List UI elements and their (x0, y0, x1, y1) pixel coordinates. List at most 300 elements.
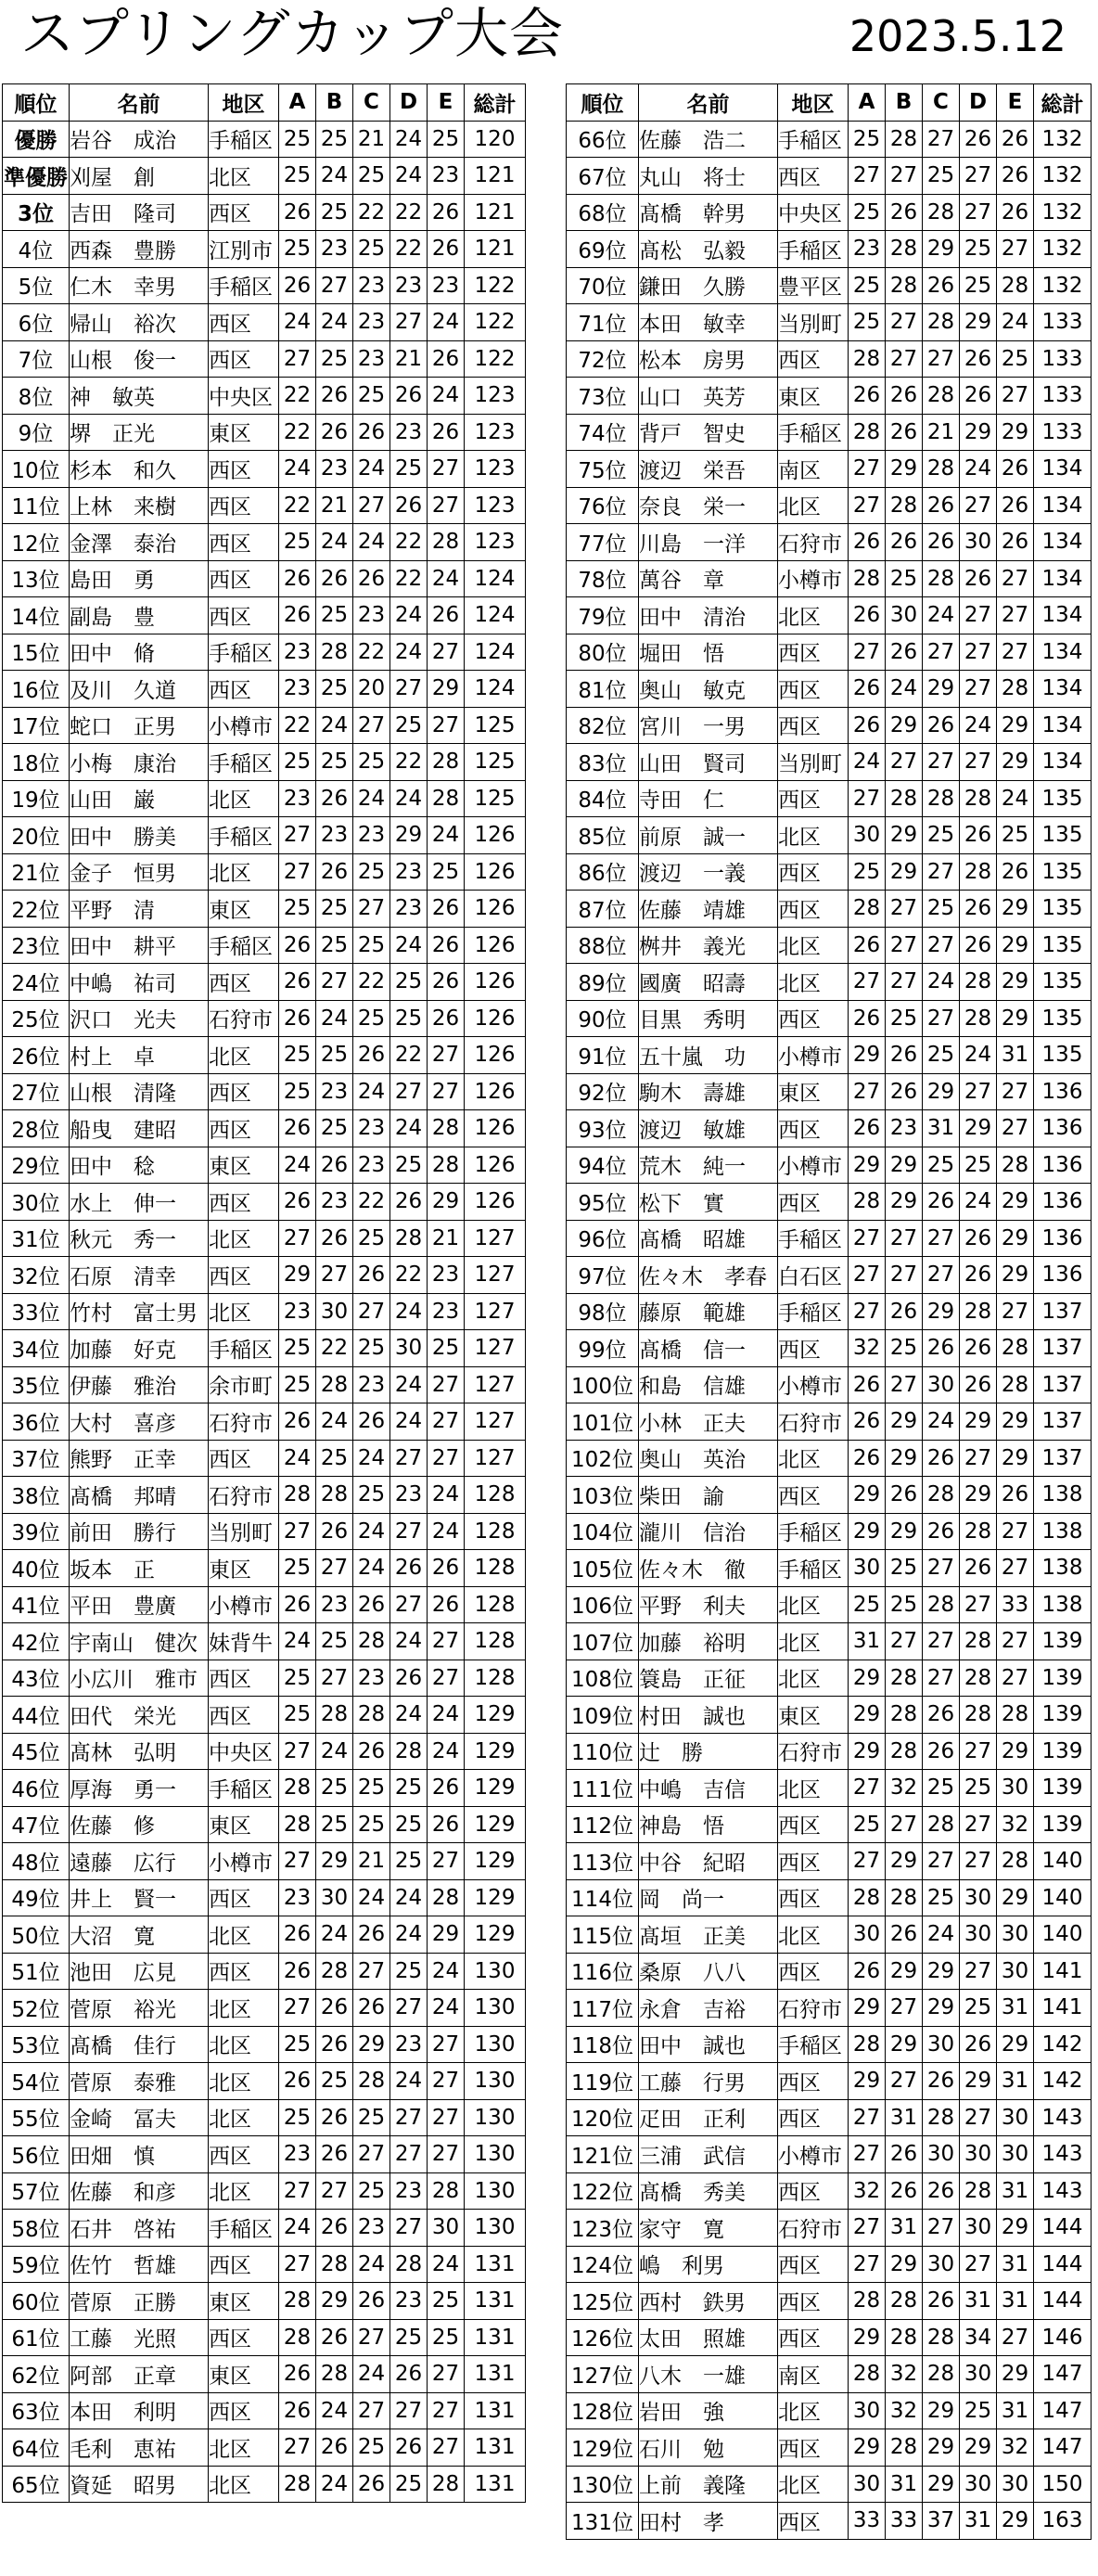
score-c-cell: 28 (923, 194, 960, 231)
table-row (567, 1733, 1092, 1770)
score-c-cell: 22 (353, 634, 390, 671)
score-a-cell: 23 (279, 1879, 316, 1916)
rank-cell: 34位 (3, 1330, 70, 1367)
table-row (3, 1953, 526, 1990)
score-a-cell: 29 (849, 2063, 886, 2100)
score-b-cell: 28 (316, 1953, 353, 1990)
score-d-cell: 24 (390, 927, 428, 964)
name-cell: 萬谷 章 (639, 560, 778, 597)
name-cell: 瀧川 信治 (639, 1513, 778, 1550)
score-d-cell: 23 (390, 853, 428, 891)
score-b-cell: 28 (886, 1879, 923, 1916)
score-a-cell: 26 (849, 1000, 886, 1037)
score-b-cell: 27 (886, 964, 923, 1001)
name-cell: 仁木 幸男 (70, 267, 209, 304)
table-row (3, 1697, 526, 1734)
score-c-cell: 24 (923, 1916, 960, 1954)
score-b-cell: 29 (316, 2283, 353, 2320)
area-cell: 西区 (209, 340, 279, 378)
area-cell: 西区 (778, 2283, 849, 2320)
name-cell: 帰山 裕次 (70, 304, 209, 341)
score-a-cell: 25 (849, 304, 886, 341)
score-c-cell: 29 (923, 1990, 960, 2027)
score-d-cell: 26 (390, 2356, 428, 2393)
table-row (567, 2392, 1092, 2429)
score-d-cell: 26 (960, 1550, 997, 1587)
area-cell: 小樽市 (209, 1843, 279, 1880)
score-a-cell: 26 (849, 524, 886, 561)
score-c-cell: 26 (353, 1916, 390, 1954)
score-b-cell: 23 (316, 1073, 353, 1110)
name-cell: 宇南山 健次 (70, 1623, 209, 1660)
rank-cell: 優勝 (3, 121, 70, 158)
score-b-cell: 28 (886, 267, 923, 304)
score-e-cell: 30 (997, 2136, 1034, 2173)
score-d-cell: 27 (960, 597, 997, 634)
header-area: 地区 (209, 84, 279, 122)
name-cell: 寺田 仁 (639, 780, 778, 817)
score-a-cell: 28 (279, 1806, 316, 1843)
total-cell: 136 (1034, 1257, 1092, 1294)
rank-cell: 82位 (567, 707, 639, 744)
score-c-cell: 23 (353, 1366, 390, 1403)
score-a-cell: 24 (849, 744, 886, 781)
score-b-cell: 23 (316, 1184, 353, 1221)
score-a-cell: 25 (849, 853, 886, 891)
total-cell: 138 (1034, 1550, 1092, 1587)
area-cell: 西区 (778, 1184, 849, 1221)
name-cell: 沢口 光夫 (70, 1000, 209, 1037)
score-e-cell: 27 (997, 1550, 1034, 1587)
score-d-cell: 27 (960, 1440, 997, 1477)
score-d-cell: 24 (960, 451, 997, 488)
score-d-cell: 28 (960, 1660, 997, 1697)
table-row (567, 414, 1092, 451)
area-cell: 西区 (778, 340, 849, 378)
area-cell: 西区 (778, 780, 849, 817)
score-c-cell: 27 (923, 2210, 960, 2247)
score-b-cell: 26 (886, 634, 923, 671)
header-name: 名前 (639, 84, 778, 122)
score-a-cell: 28 (279, 2319, 316, 2356)
total-cell: 126 (465, 1147, 526, 1184)
table-row (567, 853, 1092, 891)
score-e-cell: 27 (997, 560, 1034, 597)
area-cell: 西区 (209, 671, 279, 708)
score-c-cell: 24 (353, 1550, 390, 1587)
name-cell: 前原 誠一 (639, 817, 778, 854)
total-cell: 129 (465, 1770, 526, 1807)
rank-cell: 41位 (3, 1586, 70, 1623)
area-cell: 西区 (778, 1843, 849, 1880)
score-d-cell: 24 (390, 1110, 428, 1147)
total-cell: 139 (1034, 1770, 1092, 1807)
area-cell: 石狩市 (778, 524, 849, 561)
score-c-cell: 24 (353, 1879, 390, 1916)
score-a-cell: 25 (279, 158, 316, 195)
area-cell: 西区 (209, 1440, 279, 1477)
score-b-cell: 25 (886, 560, 923, 597)
score-e-cell: 23 (428, 1293, 465, 1330)
score-e-cell: 31 (997, 2392, 1034, 2429)
score-e-cell: 28 (997, 267, 1034, 304)
total-cell: 131 (465, 2283, 526, 2320)
area-cell: 北区 (209, 1037, 279, 1074)
name-cell: 渡辺 一義 (639, 853, 778, 891)
rank-cell: 54位 (3, 2063, 70, 2100)
total-cell: 163 (1034, 2503, 1092, 2540)
total-cell: 146 (1034, 2319, 1092, 2356)
score-a-cell: 29 (849, 1513, 886, 1550)
name-cell: 渡辺 敏雄 (639, 1110, 778, 1147)
total-cell: 125 (465, 744, 526, 781)
score-b-cell: 26 (886, 524, 923, 561)
table-row (567, 451, 1092, 488)
score-a-cell: 29 (849, 1733, 886, 1770)
score-d-cell: 27 (390, 1073, 428, 1110)
score-e-cell: 26 (428, 414, 465, 451)
area-cell: 小樽市 (778, 2136, 849, 2173)
score-e-cell: 28 (428, 1879, 465, 1916)
total-cell: 129 (465, 1843, 526, 1880)
rank-cell: 101位 (567, 1403, 639, 1441)
name-cell: 村上 卓 (70, 1037, 209, 1074)
name-cell: 髙松 弘毅 (639, 231, 778, 268)
total-cell: 120 (465, 121, 526, 158)
name-cell: 金崎 冨夫 (70, 2099, 209, 2136)
score-a-cell: 23 (849, 231, 886, 268)
area-cell: 北区 (778, 1770, 849, 1807)
score-d-cell: 29 (960, 1110, 997, 1147)
area-cell: 西区 (209, 487, 279, 524)
table-row (3, 121, 526, 158)
score-c-cell: 24 (923, 597, 960, 634)
table-row (3, 1916, 526, 1954)
name-cell: 堺 正光 (70, 414, 209, 451)
score-e-cell: 25 (997, 817, 1034, 854)
area-cell: 手稲区 (209, 267, 279, 304)
score-e-cell: 27 (428, 1440, 465, 1477)
area-cell: 西区 (209, 194, 279, 231)
score-d-cell: 30 (390, 1330, 428, 1367)
score-c-cell: 25 (353, 1330, 390, 1367)
score-d-cell: 24 (390, 1879, 428, 1916)
name-cell: 小広川 雅市 (70, 1660, 209, 1697)
score-c-cell: 26 (353, 414, 390, 451)
score-b-cell: 27 (886, 2063, 923, 2100)
rank-cell: 6位 (3, 304, 70, 341)
name-cell: 毛利 恵祐 (70, 2429, 209, 2467)
score-a-cell: 26 (279, 2356, 316, 2393)
score-b-cell: 26 (886, 414, 923, 451)
score-c-cell: 29 (923, 2466, 960, 2503)
score-c-cell: 26 (353, 560, 390, 597)
name-cell: 菅原 裕光 (70, 1990, 209, 2027)
score-b-cell: 23 (316, 817, 353, 854)
score-e-cell: 27 (997, 1110, 1034, 1147)
rank-cell: 95位 (567, 1184, 639, 1221)
name-cell: 奥山 英治 (639, 1440, 778, 1477)
table-row (567, 1586, 1092, 1623)
rank-cell: 36位 (3, 1403, 70, 1441)
total-cell: 135 (1034, 780, 1092, 817)
table-row (567, 2283, 1092, 2320)
score-c-cell: 26 (923, 1184, 960, 1221)
score-b-cell: 28 (316, 2246, 353, 2283)
total-cell: 133 (1034, 340, 1092, 378)
rank-cell: 18位 (3, 744, 70, 781)
total-cell: 135 (1034, 853, 1092, 891)
score-b-cell: 27 (316, 964, 353, 1001)
score-d-cell: 24 (390, 634, 428, 671)
area-cell: 西区 (209, 524, 279, 561)
score-a-cell: 26 (849, 1440, 886, 1477)
score-a-cell: 28 (849, 414, 886, 451)
score-e-cell: 33 (997, 1586, 1034, 1623)
table-row (3, 1513, 526, 1550)
score-b-cell: 28 (886, 2429, 923, 2467)
name-cell: 上林 来樹 (70, 487, 209, 524)
area-cell: 当別町 (209, 1513, 279, 1550)
score-a-cell: 23 (279, 671, 316, 708)
score-e-cell: 26 (428, 1586, 465, 1623)
score-a-cell: 27 (279, 1843, 316, 1880)
score-d-cell: 29 (960, 2063, 997, 2100)
header-total: 総計 (465, 84, 526, 122)
total-cell: 139 (1034, 1697, 1092, 1734)
score-b-cell: 32 (886, 1770, 923, 1807)
rank-cell: 121位 (567, 2136, 639, 2173)
rank-cell: 40位 (3, 1550, 70, 1587)
table-row (567, 671, 1092, 708)
score-b-cell: 27 (886, 1366, 923, 1403)
name-cell: 村田 誠也 (639, 1697, 778, 1734)
score-d-cell: 25 (960, 2392, 997, 2429)
area-cell: 手稲区 (209, 817, 279, 854)
score-b-cell: 25 (316, 194, 353, 231)
score-d-cell: 30 (960, 2210, 997, 2247)
score-c-cell: 28 (353, 1697, 390, 1734)
score-e-cell: 23 (428, 158, 465, 195)
name-cell: 水上 伸一 (70, 1184, 209, 1221)
score-c-cell: 27 (923, 1660, 960, 1697)
score-c-cell: 25 (923, 817, 960, 854)
name-cell: 疋田 正利 (639, 2099, 778, 2136)
score-a-cell: 25 (279, 2026, 316, 2063)
area-cell: 西区 (778, 1953, 849, 1990)
rank-cell: 47位 (3, 1806, 70, 1843)
total-cell: 128 (465, 1660, 526, 1697)
score-a-cell: 25 (849, 267, 886, 304)
total-cell: 127 (465, 1366, 526, 1403)
total-cell: 131 (465, 2466, 526, 2503)
score-d-cell: 27 (390, 2099, 428, 2136)
score-d-cell: 25 (390, 1770, 428, 1807)
score-c-cell: 23 (353, 2210, 390, 2247)
score-b-cell: 27 (316, 1257, 353, 1294)
score-e-cell: 24 (428, 1513, 465, 1550)
score-d-cell: 27 (390, 2210, 428, 2247)
score-a-cell: 23 (279, 634, 316, 671)
score-b-cell: 25 (886, 1586, 923, 1623)
area-cell: 北区 (209, 158, 279, 195)
name-cell: 佐藤 和彦 (70, 2172, 209, 2210)
table-row (567, 2466, 1092, 2503)
total-cell: 136 (1034, 1073, 1092, 1110)
score-a-cell: 26 (279, 1953, 316, 1990)
header-d: D (960, 84, 997, 122)
total-cell: 128 (465, 1550, 526, 1587)
area-cell: 北区 (778, 1586, 849, 1623)
total-cell: 134 (1034, 451, 1092, 488)
table-row (3, 1293, 526, 1330)
score-e-cell: 29 (997, 1879, 1034, 1916)
name-cell: 金澤 泰治 (70, 524, 209, 561)
rank-cell: 44位 (3, 1697, 70, 1734)
area-cell: 西区 (209, 1110, 279, 1147)
total-cell: 141 (1034, 1990, 1092, 2027)
score-b-cell: 24 (316, 1916, 353, 1954)
name-cell: 石原 清幸 (70, 1257, 209, 1294)
score-e-cell: 25 (428, 2319, 465, 2356)
score-e-cell: 27 (997, 634, 1034, 671)
score-c-cell: 28 (923, 2356, 960, 2393)
score-a-cell: 27 (849, 2136, 886, 2173)
total-cell: 123 (465, 378, 526, 415)
score-e-cell: 30 (997, 2099, 1034, 2136)
score-b-cell: 25 (316, 121, 353, 158)
total-cell: 136 (1034, 1110, 1092, 1147)
score-a-cell: 26 (849, 597, 886, 634)
total-cell: 132 (1034, 267, 1092, 304)
total-cell: 134 (1034, 597, 1092, 634)
name-cell: 岡 尚一 (639, 1879, 778, 1916)
header-rank: 順位 (567, 84, 639, 122)
total-cell: 130 (465, 2026, 526, 2063)
total-cell: 126 (465, 1110, 526, 1147)
rank-cell: 71位 (567, 304, 639, 341)
name-cell: 家守 寛 (639, 2210, 778, 2247)
rank-cell: 86位 (567, 853, 639, 891)
area-cell: 中央区 (778, 194, 849, 231)
score-d-cell: 23 (390, 891, 428, 928)
table-row (567, 817, 1092, 854)
rank-cell: 31位 (3, 1220, 70, 1257)
area-cell: 石狩市 (778, 1990, 849, 2027)
area-cell: 西区 (209, 2136, 279, 2173)
name-cell: 菅原 正勝 (70, 2283, 209, 2320)
score-b-cell: 27 (886, 1257, 923, 1294)
score-c-cell: 25 (353, 378, 390, 415)
score-c-cell: 27 (353, 2392, 390, 2429)
table-row (567, 2503, 1092, 2540)
total-cell: 140 (1034, 1879, 1092, 1916)
rank-cell: 69位 (567, 231, 639, 268)
rank-cell: 37位 (3, 1440, 70, 1477)
rank-cell: 28位 (3, 1110, 70, 1147)
table-row (3, 1733, 526, 1770)
score-e-cell: 29 (997, 414, 1034, 451)
score-d-cell: 27 (390, 1440, 428, 1477)
area-cell: 手稲区 (209, 1330, 279, 1367)
score-c-cell: 23 (353, 340, 390, 378)
score-c-cell: 24 (923, 1403, 960, 1441)
total-cell: 135 (1034, 1037, 1092, 1074)
rank-cell: 92位 (567, 1073, 639, 1110)
total-cell: 132 (1034, 158, 1092, 195)
table-row (567, 2246, 1092, 2283)
score-b-cell: 31 (886, 2099, 923, 2136)
score-b-cell: 26 (316, 2210, 353, 2247)
score-d-cell: 34 (960, 2319, 997, 2356)
name-cell: 山根 清隆 (70, 1073, 209, 1110)
area-cell: 北区 (778, 2392, 849, 2429)
score-a-cell: 32 (849, 1330, 886, 1367)
score-a-cell: 26 (279, 964, 316, 1001)
rank-cell: 91位 (567, 1037, 639, 1074)
score-d-cell: 27 (390, 1513, 428, 1550)
name-cell: 田中 稔 (70, 1147, 209, 1184)
score-a-cell: 26 (279, 2392, 316, 2429)
table-row (567, 891, 1092, 928)
score-d-cell: 25 (390, 1000, 428, 1037)
score-d-cell: 25 (960, 231, 997, 268)
score-e-cell: 31 (997, 2246, 1034, 2283)
total-cell: 132 (1034, 231, 1092, 268)
table-row (3, 158, 526, 195)
area-cell: 西区 (209, 1697, 279, 1734)
table-row (567, 2172, 1092, 2210)
area-cell: 江別市 (209, 231, 279, 268)
table-row (3, 1990, 526, 2027)
total-cell: 136 (1034, 1184, 1092, 1221)
score-d-cell: 24 (390, 597, 428, 634)
name-cell: 國廣 昭壽 (639, 964, 778, 1001)
table-row (567, 304, 1092, 341)
score-e-cell: 27 (428, 1623, 465, 1660)
rank-cell: 7位 (3, 340, 70, 378)
score-c-cell: 24 (353, 2356, 390, 2393)
score-b-cell: 23 (886, 1110, 923, 1147)
score-c-cell: 29 (923, 1293, 960, 1330)
score-d-cell: 25 (960, 1770, 997, 1807)
table-row (567, 1073, 1092, 1110)
table-row (567, 487, 1092, 524)
score-c-cell: 26 (923, 267, 960, 304)
score-e-cell: 27 (428, 1660, 465, 1697)
score-b-cell: 26 (316, 1513, 353, 1550)
score-c-cell: 25 (353, 1220, 390, 1257)
header-c: C (923, 84, 960, 122)
score-c-cell: 27 (923, 744, 960, 781)
name-cell: 柴田 諭 (639, 1477, 778, 1514)
total-cell: 126 (465, 1184, 526, 1221)
page-title: スプリングカップ大会 (20, 2, 564, 65)
score-d-cell: 28 (960, 964, 997, 1001)
score-b-cell: 27 (316, 1660, 353, 1697)
rank-cell: 117位 (567, 1990, 639, 2027)
score-d-cell: 26 (960, 1220, 997, 1257)
rank-cell: 124位 (567, 2246, 639, 2283)
score-a-cell: 24 (279, 1440, 316, 1477)
total-cell: 138 (1034, 1513, 1092, 1550)
area-cell: 手稲区 (209, 634, 279, 671)
rank-cell: 125位 (567, 2283, 639, 2320)
name-cell: 渡辺 栄吾 (639, 451, 778, 488)
name-cell: 平野 清 (70, 891, 209, 928)
score-a-cell: 25 (279, 1073, 316, 1110)
rank-cell: 87位 (567, 891, 639, 928)
